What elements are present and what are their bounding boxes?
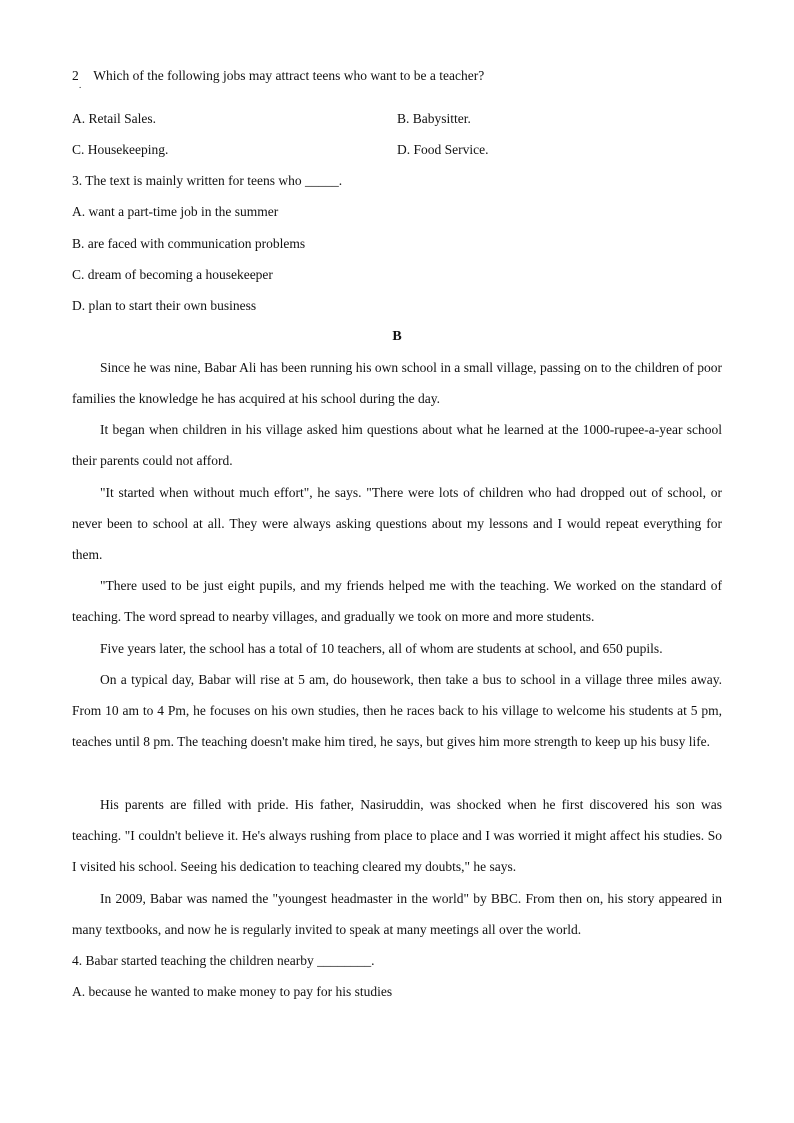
question-2-stem: Which of the following jobs may attract teens who want to be a teacher? xyxy=(93,68,485,83)
question-2-option-a: A. Retail Sales. xyxy=(72,111,156,126)
question-4-option-a: A. because he wanted to make money to pay for his studies xyxy=(72,984,393,999)
passage-paragraph: In 2009, Babar was named the "youngest headmaster in the world" by BBC. From then on, his story appeared in many textbooks, and now he is regularly invited to speak at many meetings all over the world. xyxy=(72,891,722,938)
passage-paragraph: On a typical day, Babar will rise at 5 am, do housework, then take a bus to school in a village three miles away. From 10 am to 4 Pm, he focuses on his own studies, then he races back to his village to welcome his students at 5 pm, teaches until 8 pm. The teaching doesn't make him tired, he says, but gives him more strength to keep up his busy life. xyxy=(72,672,722,750)
passage-paragraph: Five years later, the school has a total of 10 teachers, all of whom are students at school, and 650 pupils. xyxy=(100,641,663,656)
question-number-dot: . xyxy=(79,80,82,90)
question-3-option-d: D. plan to start their own business xyxy=(72,298,257,313)
section-title: B xyxy=(392,329,402,344)
question-2-option-d: D. Food Service. xyxy=(397,142,489,157)
question-4-stem: 4. Babar started teaching the children nearby ________. xyxy=(72,953,375,968)
question-2-number: 2 xyxy=(72,68,79,83)
question-3-option-c: C. dream of becoming a housekeeper xyxy=(72,267,273,282)
question-3-option-b: B. are faced with communication problems xyxy=(72,236,306,251)
passage-paragraph: It began when children in his village asked him questions about what he learned at the 1000-rupee-a-year school their parents could not afford. xyxy=(72,422,722,469)
passage-paragraph: Since he was nine, Babar Ali has been running his own school in a small village, passing on to the children of poor families the knowledge he has acquired at his school during the day. xyxy=(72,360,722,407)
question-3-option-a: A. want a part-time job in the summer xyxy=(72,204,279,219)
passage-paragraph: "There used to be just eight pupils, and my friends helped me with the teaching. We worked on the standard of teaching. The word spread to nearby villages, and gradually we took on more and more students. xyxy=(72,578,722,625)
question-2-option-b: B. Babysitter. xyxy=(397,111,471,126)
question-2-stem-line xyxy=(72,67,484,85)
passage-paragraph: "It started when without much effort", he says. "There were lots of children who had dropped out of school, or never been to school at all. They were always asking questions about my lessons and I would repeat everything for them. xyxy=(72,485,722,563)
question-2-option-c: C. Housekeeping. xyxy=(72,142,169,157)
passage-paragraph: His parents are filled with pride. His father, Nasiruddin, was shocked when he first discovered his son was teaching. "I couldn't believe it. He's always rushing from place to place and I was worried it might affect his studies. So I visited his school. Seeing his dedication to teaching cleared my doubts," he says. xyxy=(72,797,722,875)
question-3-stem: 3. The text is mainly written for teens who _____. xyxy=(72,173,343,188)
